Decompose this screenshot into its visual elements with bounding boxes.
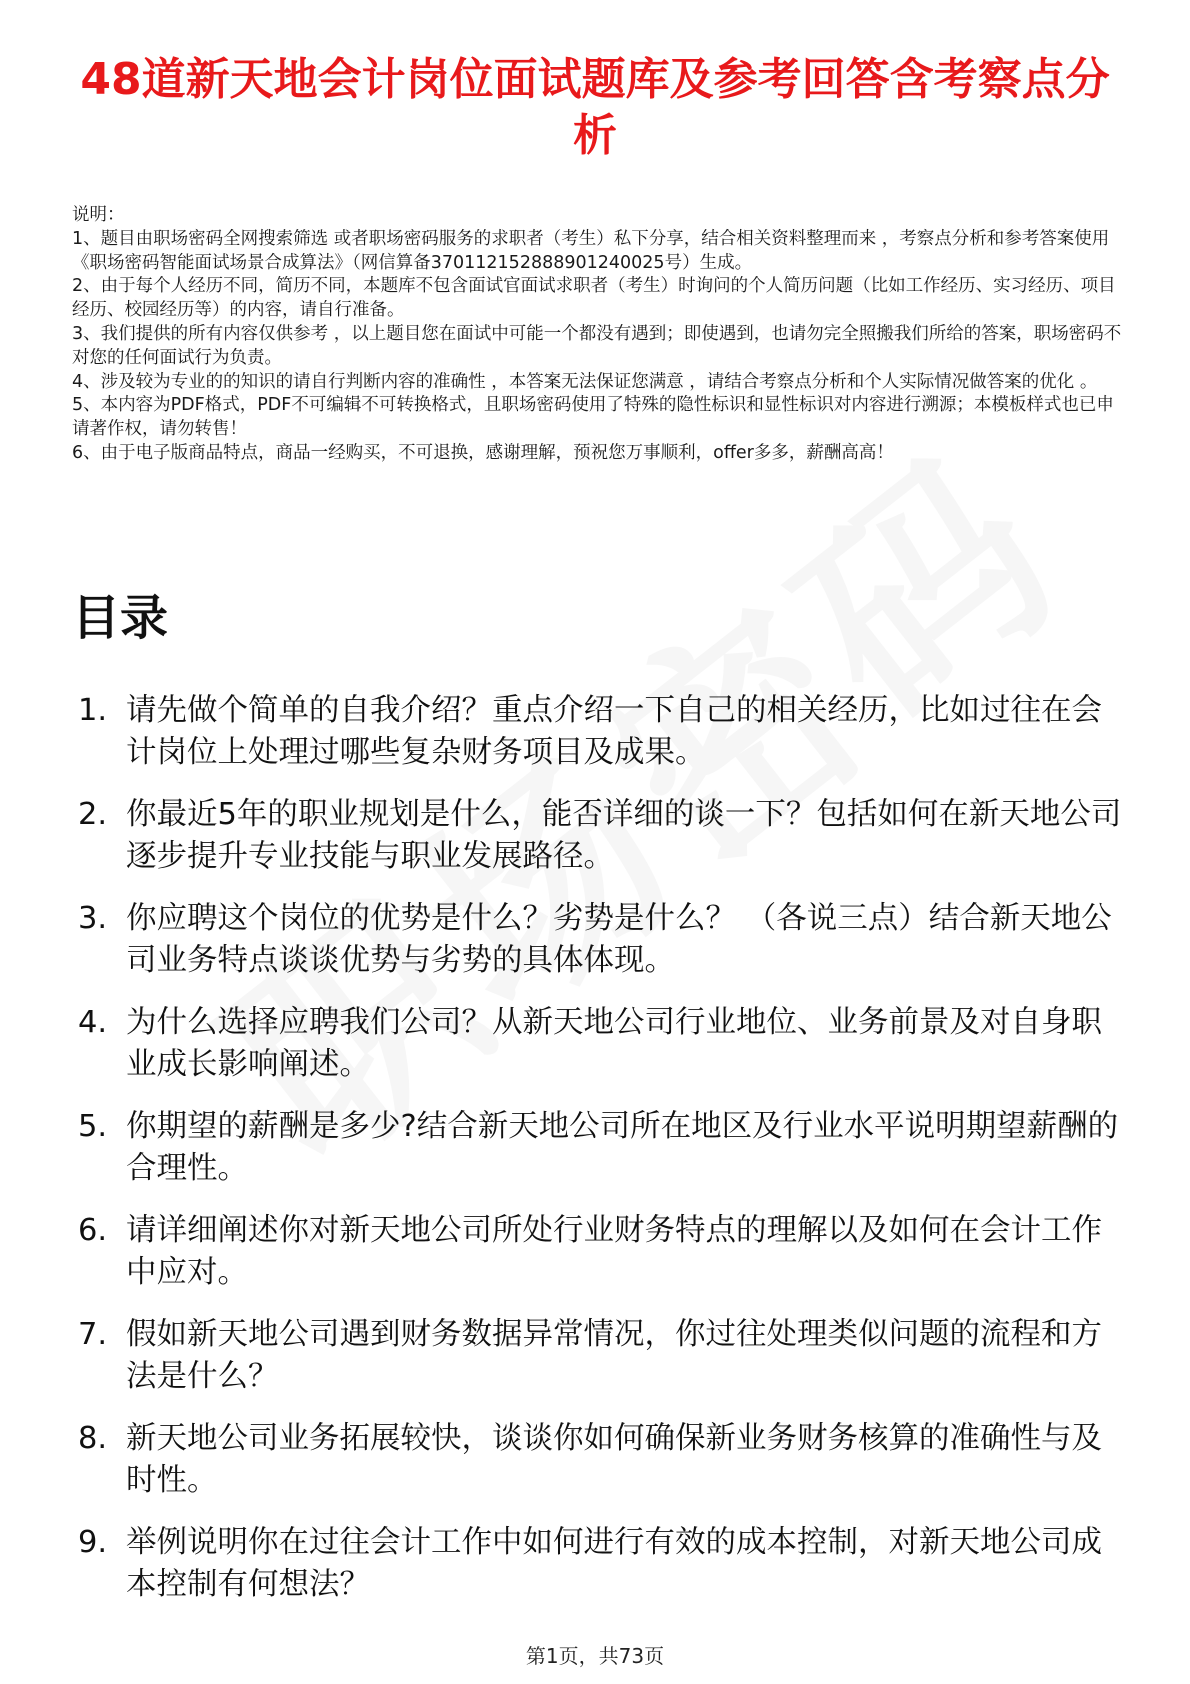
notes-heading: 说明： [72,205,125,225]
toc-item-number: 6. [78,1213,108,1248]
notes-item: 6、由于电子版商品特点，商品一经购买，不可退换，感谢理解，预祝您万事顺利，offer多多，薪酬高高！ [72,442,894,463]
toc-item-number: 9. [78,1525,108,1560]
toc-item-text: 请详细阐述你对新天地公司所处行业财务特点的理解以及如何在会计工作中应对。 [126,1213,1102,1290]
page-footer: 第1页，共73页 [525,1644,665,1668]
toc-item-text: 举例说明你在过往会计工作中如何进行有效的成本控制，对新天地公司成本控制有何想法？ [126,1525,1102,1602]
notes-item: 1、题目由职场密码全网搜索筛选 或者职场密码服务的求职者（考生）私下分享，结合相关资料整理而来 ，考察点分析和参考答案使用《职场密码智能面试场景合成算法》（网信算备370112152888901240025号）生成。 [72,228,1110,273]
notes-item: 2、由于每个人经历不同，简历不同，本题库不包含面试官面试求职者（考生）时询问的个人简历问题（比如工作经历、实习经历、项目经历、校园经历等）的内容，请自行准备。 [72,276,1116,321]
notes-item: 3、我们提供的所有内容仅供参考 ，以上题目您在面试中可能一个都没有遇到；即使遇到，也请勿完全照搬我们所给的答案，职场密码不对您的任何面试行为负责。 [72,323,1122,368]
toc-item[interactable] [72,794,1132,878]
toc-item-number: 4. [78,1005,108,1040]
toc-item-number: 8. [78,1421,108,1456]
toc-item[interactable] [72,898,1132,982]
toc-item-text: 你期望的薪酬是多少?结合新天地公司所在地区及行业水平说明期望薪酬的合理性。 [126,1109,1119,1186]
toc-item[interactable] [72,1418,1132,1502]
toc-item[interactable] [72,690,1132,774]
notes-item: 4、涉及较为专业的的知识的请自行判断内容的准确性 ，本答案无法保证您满意 ，请结合考察点分析和个人实际情况做答案的优化 。 [72,371,1098,392]
notes-section [72,204,1122,466]
document-title: 48道新天地会计岗位面试题库及参考回答含考察点分析 [80,54,1110,161]
toc-item[interactable] [72,1522,1132,1606]
toc-item-text: 为什么选择应聘我们公司？从新天地公司行业地位、业务前景及对自身职业成长影响阐述。 [126,1005,1102,1082]
toc-item[interactable] [72,1210,1132,1294]
toc-item-text: 你最近5年的职业规划是什么，能否详细的谈一下？包括如何在新天地公司逐步提升专业技能与职业发展路径。 [126,797,1122,874]
toc-item-number: 3. [78,901,108,936]
toc-item[interactable] [72,1002,1132,1086]
toc-list [72,690,1132,1626]
notes-item: 5、本内容为PDF格式，PDF不可编辑不可转换格式，且职场密码使用了特殊的隐性标识和显性标识对内容进行溯源；本模板样式也已申请著作权，请勿转售！ [72,395,1114,440]
toc-item-text: 新天地公司业务拓展较快，谈谈你如何确保新业务财务核算的准确性与及时性。 [126,1421,1102,1498]
toc-item-text: 请先做个简单的自我介绍？重点介绍一下自己的相关经历，比如过往在会计岗位上处理过哪些复杂财务项目及成果。 [126,693,1102,770]
toc-item-text: 你应聘这个岗位的优势是什么？劣势是什么？ （各说三点）结合新天地公司业务特点谈谈优势与劣势的具体体现。 [126,901,1112,978]
toc-item-number: 2. [78,797,108,832]
toc-item-number: 7. [78,1317,108,1352]
toc-item[interactable] [72,1314,1132,1398]
toc-item-number: 1. [78,693,108,728]
toc-item-text: 假如新天地公司遇到财务数据异常情况，你过往处理类似问题的流程和方法是什么？ [126,1317,1102,1394]
toc-item-number: 5. [78,1109,108,1144]
toc-heading: 目录 [72,590,169,646]
toc-item[interactable] [72,1106,1132,1190]
